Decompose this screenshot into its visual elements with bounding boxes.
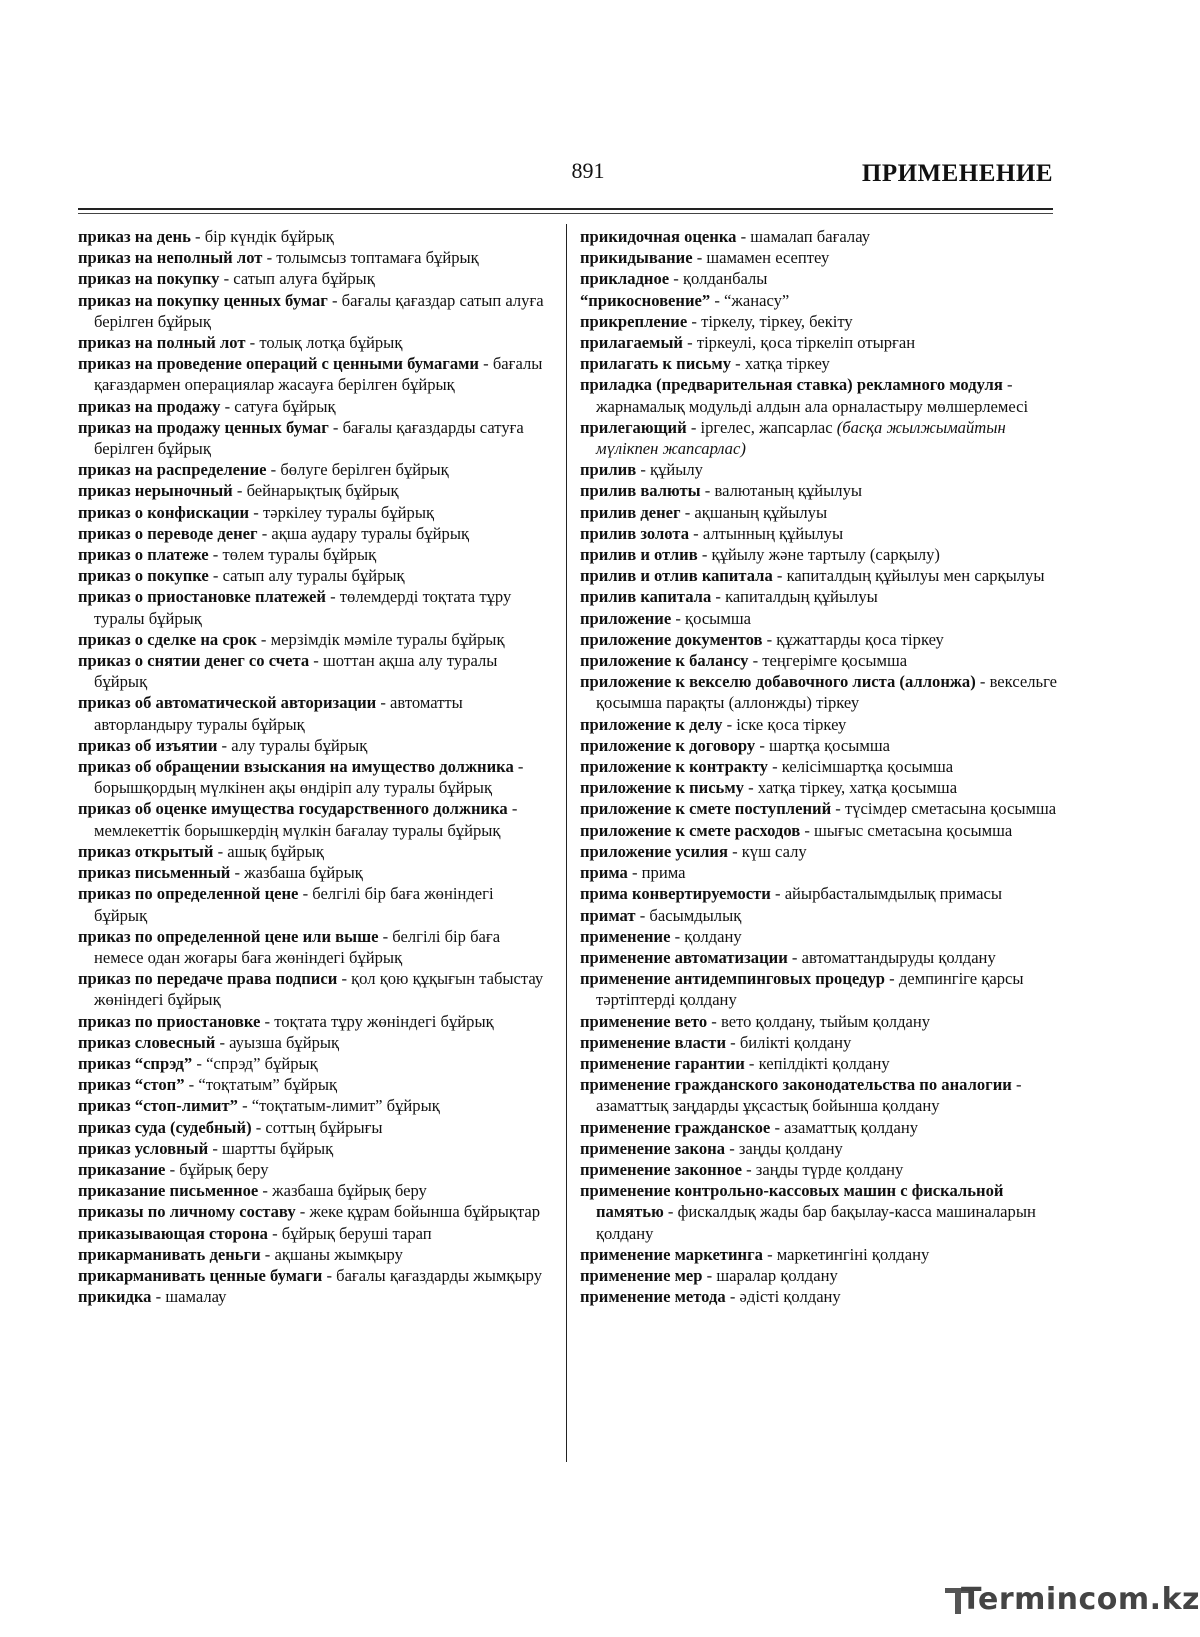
entry-translation: жазбаша бұйрық беру	[272, 1181, 427, 1201]
dictionary-entry: приказ о сделке на срок - мерзімдік мәміле туралы бұйрық	[78, 629, 505, 649]
entry-translation: шамалау	[165, 1287, 227, 1307]
entry-translation: қол қою құқығын табыстау жөніндегі бұйрық	[94, 969, 544, 1010]
dictionary-entry: приказ по определенной цене или выше - белгілі бір баға немесе одан жоғары баға жөніндегі бұйрық	[78, 926, 501, 967]
page-heading: ПРИМЕНЕНИЕ	[861, 160, 1053, 187]
entry-translation: тәркілеу туралы бұйрық	[262, 502, 435, 522]
dictionary-entry: приказ о конфискации - тәркілеу туралы бұйрық	[78, 502, 435, 522]
dictionary-entry: применение маркетинга - маркетингіні қолдану	[580, 1244, 930, 1264]
dictionary-entry: приказ на покупку ценных бумаг - бағалы қағаздар сатып алуға берілген бұйрық	[78, 290, 544, 331]
entry-term: приказ суда (судебный)	[78, 1117, 252, 1137]
watermark	[945, 1580, 1200, 1620]
dictionary-entry: приладка (предварительная ставка) рекламного модуля - жарнамалық модульді алдын ала орналастыру мөлшерлемесі	[580, 375, 1029, 416]
dictionary-entry: приказы по личному составу - жеке құрам бойынша бұйрықтар	[78, 1202, 541, 1222]
entry-translation: айырбасталымдылық примасы	[784, 884, 1003, 904]
entry-translation: фискалдық жады бар бақылау-касса машиналарын қолдану	[596, 1202, 1036, 1243]
entry-term: прикидочная оценка	[580, 227, 737, 246]
entry-term: приказ на день	[78, 227, 191, 246]
entry-translation: алу туралы бұйрық	[231, 735, 368, 755]
entry-term: приказ на продажу	[78, 396, 221, 416]
dictionary-entry: приказ о покупке - сатып алу туралы бұйрық	[78, 566, 405, 586]
entry-term: применение контрольно-кассовых машин с фискальной памятью	[580, 1181, 1004, 1222]
entry-translation: төлемдерді тоқтата тұру туралы бұйрық	[94, 587, 512, 628]
entry-translation: прима	[641, 863, 686, 883]
entry-translation: бейнарықтық бұйрық	[246, 481, 399, 501]
page-number: 891	[571, 158, 605, 183]
dictionary-entry: приказ о снятии денег со счета - шоттан ақша алу туралы бұйрық	[78, 651, 498, 692]
entry-term: приказ об автоматической авторизации	[78, 693, 377, 713]
entry-term: приказ письменный	[78, 863, 231, 883]
entry-term: применение вето	[580, 1011, 708, 1031]
dictionary-entry: применение мер - шаралар қолдану	[580, 1265, 838, 1285]
entry-term: приложение	[580, 608, 672, 628]
dictionary-entry: приказ по приостановке - тоқтата тұру жөніндегі бұйрық	[78, 1011, 494, 1031]
dictionary-entry: применение антидемпинговых процедур - демпингіге қарсы тәртіптерді қолдану	[580, 969, 1024, 1010]
dictionary-entry: приказ на неполный лот - толымсыз топтамаға бұйрық	[78, 248, 479, 268]
entry-term: приложение к векселю добавочного листа (аллонжа)	[580, 672, 976, 692]
dictionary-entry: применение законное - заңды түрде қолдану	[580, 1159, 904, 1179]
entry-translation: билікті қолдану	[739, 1032, 852, 1052]
entry-term: приказ на продажу ценных бумаг	[78, 417, 329, 437]
entry-translation: сатуға бұйрық	[234, 396, 336, 416]
dictionary-entry: приложение к смете поступлений - түсімдер сметасына қосымша	[580, 799, 1057, 819]
dictionary-entry: приказ об изъятии - алу туралы бұйрық	[78, 735, 368, 755]
entry-term: приказание письменное	[78, 1181, 259, 1201]
entry-translation: ауызша бұйрық	[229, 1032, 340, 1052]
entry-translation: вексельге қосымша парақты (аллонжды) тіркеу	[596, 672, 1058, 713]
entry-term: приказ о покупке	[78, 566, 209, 586]
entry-term: приказ об обращении взыскания на имущество должника	[78, 757, 514, 777]
entry-translation: шоттан ақша алу туралы бұйрық	[94, 651, 498, 692]
dictionary-entry: прилив и отлив капитала - капиталдың құйылуы мен сарқылуы	[580, 566, 1045, 586]
entry-translation: азаматтық қолдану	[784, 1117, 919, 1137]
entry-translation: азаматтық заңдарды ұқсастық бойынша қолдану	[596, 1096, 940, 1116]
entry-translation: бұйрық беруші тарап	[281, 1223, 432, 1243]
dictionary-entry: применение автоматизации - автоматтандыруды қолдану	[580, 947, 996, 967]
entry-term: прилив валюты	[580, 481, 701, 501]
dictionary-entry: применение - қолдану	[580, 926, 742, 946]
dictionary-entry: прилив - құйылу	[580, 460, 703, 480]
dictionary-entry: приказ о платеже - төлем туралы бұйрық	[78, 545, 377, 565]
dictionary-entry: прикарманивать ценные бумаги - бағалы қағаздарды жымқыру	[78, 1265, 543, 1285]
entry-translation: шартқа қосымша	[769, 735, 891, 755]
entry-term: приложение усилия	[580, 841, 728, 861]
entry-term: приказ об оценке имущества государственного должника	[78, 799, 508, 819]
dictionary-entry: прилив золота - алтынның құйылуы	[580, 523, 844, 543]
dictionary-entry: приказ “стоп-лимит” - “тоқтатым-лимит” бұйрық	[78, 1096, 440, 1116]
dictionary-entry: примат - басымдылық	[580, 905, 742, 925]
dictionary-entry: применение гражданское - азаматтық қолдану	[580, 1117, 919, 1137]
entry-translation: бағалы қағаздармен операциялар жасауға берілген бұйрық	[94, 354, 543, 395]
dictionary-entry: приказ на распределение - бөлуге берілген бұйрық	[78, 460, 449, 480]
entry-term: прима	[580, 863, 628, 883]
entry-term: прикарманивать ценные бумаги	[78, 1265, 323, 1285]
entry-translation: белгілі бір баға жөніндегі бұйрық	[94, 884, 494, 925]
entry-translation: сатып алуға бұйрық	[233, 269, 375, 289]
dictionary-entry: прилагать к письму - хатқа тіркеу	[580, 354, 830, 374]
entry-translation: заңды қолдану	[738, 1138, 843, 1158]
dictionary-entry: приложение к векселю добавочного листа (аллонжа) - вексельге қосымша парақты (аллонжды) тіркеу	[580, 672, 1058, 713]
entry-translation: құжаттарды қоса тіркеу	[776, 629, 944, 649]
entry-term: приказ “спрэд”	[78, 1053, 193, 1073]
dictionary-entry: приказ об оценке имущества государственного должника - мемлекеттік борышкердің мүлкін бағалау туралы бұйрық	[78, 799, 518, 840]
entry-translation: ашық бұйрық	[227, 841, 324, 861]
entry-term: приложение к письму	[580, 778, 744, 798]
dictionary-entry: приказ нерыночный - бейнарықтық бұйрық	[78, 481, 399, 501]
entry-term: приказ “стоп”	[78, 1075, 185, 1095]
dictionary-entry: приказ о приостановке платежей - төлемдерді тоқтата тұру туралы бұйрық	[78, 587, 512, 628]
entry-term: прилив денег	[580, 502, 681, 522]
entry-term: приказ о конфискации	[78, 502, 250, 522]
dictionary-entry: приложение усилия - күш салу	[580, 841, 807, 861]
entry-term: прилегающий	[580, 417, 687, 437]
entry-translation: жеке құрам бойынша бұйрықтар	[309, 1202, 541, 1222]
entry-translation: валютаның құйылуы	[714, 481, 863, 501]
dictionary-entry: приложение документов - құжаттарды қоса тіркеу	[580, 629, 944, 649]
entry-translation: қолдану	[684, 926, 742, 946]
entry-term: применение законное	[580, 1159, 742, 1179]
entry-translation: бұйрық беру	[179, 1159, 269, 1179]
entry-term: приложение к контракту	[580, 757, 768, 777]
dictionary-entry: приказ условный - шартты бұйрық	[78, 1138, 334, 1158]
left-column	[78, 226, 548, 1307]
entry-translation: келісімшартқа қосымша	[781, 757, 954, 777]
entry-translation: соттың бұйрығы	[265, 1117, 383, 1137]
entry-translation: бағалы қағаздар сатып алуға берілген бұйрық	[94, 290, 544, 331]
entry-translation: “тоқтатым-лимит” бұйрық	[251, 1096, 440, 1116]
entry-term: приказ условный	[78, 1138, 209, 1158]
dictionary-entry: приказ “спрэд” - “спрэд” бұйрық	[78, 1053, 318, 1073]
entry-term: приказ о снятии денег со счета	[78, 651, 310, 671]
entry-term: приказ о приостановке платежей	[78, 587, 326, 607]
dictionary-entry: приказ открытый - ашық бұйрық	[78, 841, 324, 861]
dictionary-entry: применение гражданского законодательства по аналогии - азаматтық заңдарды ұқсастық бойынша қолдану	[580, 1075, 1022, 1116]
dictionary-entry: приказание письменное - жазбаша бұйрық беру	[78, 1181, 427, 1201]
entry-term: прилив и отлив	[580, 545, 698, 565]
entry-translation: шығыс сметасына қосымша	[814, 820, 1013, 840]
entry-term: приказ по определенной цене или выше	[78, 926, 379, 946]
entry-term: применение мер	[580, 1265, 703, 1285]
entry-translation: қолданбалы	[682, 269, 768, 289]
entry-translation: түсімдер сметасына қосымша	[844, 799, 1057, 819]
dictionary-entry: прима конвертируемости - айырбасталымдылық примасы	[580, 884, 1003, 904]
entry-term: прикарманивать деньги	[78, 1244, 261, 1264]
entry-term: применение закона	[580, 1138, 726, 1158]
entry-translation: жарнамалық модульді алдын ала орналастыру мөлшерлемесі	[596, 396, 1029, 416]
entry-translation: басымдылық	[649, 905, 742, 925]
dictionary-entry: приказ “стоп” - “тоқтатым” бұйрық	[78, 1075, 338, 1095]
dictionary-entry: прикладное - қолданбалы	[580, 269, 768, 289]
dictionary-entry: приказ об обращении взыскания на имущество должника - борышқордың мүлкінен ақы өндіріп алу туралы бұйрық	[78, 757, 524, 798]
entry-translation: автоматтандыруды қолдану	[801, 947, 996, 967]
entry-term: “прикосновение”	[580, 290, 711, 310]
entry-term: приложение к договору	[580, 735, 756, 755]
entry-translation: іргелес, жапсарлас	[700, 417, 833, 437]
dictionary-entry: приложение к договору - шартқа қосымша	[580, 735, 891, 755]
entry-translation: вето қолдану, тыйым қолдану	[720, 1011, 931, 1031]
entry-term: прикидка	[78, 1287, 152, 1307]
entry-translation: мерзімдік мәміле туралы бұйрық	[270, 629, 505, 649]
dictionary-entry: приказ по определенной цене - белгілі бір баға жөніндегі бұйрық	[78, 884, 494, 925]
entry-term: прикладное	[580, 269, 670, 289]
entry-translation: капиталдың құйылуы мен сарқылуы	[786, 566, 1045, 586]
dictionary-entry: прикидывание - шамамен есептеу	[580, 248, 830, 268]
entry-term: приложение к балансу	[580, 651, 749, 671]
dictionary-entry: приложение к письму - хатқа тіркеу, хатқа қосымша	[580, 778, 958, 798]
entry-term: применение гражданское	[580, 1117, 771, 1137]
entry-translation: толық лотқа бұйрық	[259, 333, 403, 353]
entry-translation: ақша аудару туралы бұйрық	[271, 523, 470, 543]
dictionary-entry: приложение к делу - іске қоса тіркеу	[580, 714, 847, 734]
page-header	[78, 154, 1053, 194]
entry-translation: “тоқтатым” бұйрық	[198, 1075, 338, 1095]
dictionary-entry: приказ суда (судебный) - соттың бұйрығы	[78, 1117, 383, 1137]
dictionary-entry: приказ на продажу ценных бумаг - бағалы қағаздарды сатуға берілген бұйрық	[78, 417, 524, 459]
entry-translation: шартты бұйрық	[222, 1138, 334, 1158]
entry-term: приказ на полный лот	[78, 333, 246, 353]
entry-term: прикидывание	[580, 248, 693, 268]
dictionary-entry: прилив и отлив - құйылу және тартылу (сарқылу)	[580, 545, 940, 565]
entry-term: приложение документов	[580, 629, 763, 649]
dictionary-entry: приказ об автоматической авторизации - автоматты авторландыру туралы бұйрық	[78, 693, 463, 734]
dictionary-entry: приказ на день - бір күндік бұйрық	[78, 227, 334, 246]
dictionary-entry: приложение к балансу - теңгерімге қосымша	[580, 651, 908, 671]
entry-translation: маркетингіні қолдану	[776, 1244, 930, 1264]
entry-term: применение гражданского законодательства по аналогии	[580, 1075, 1012, 1095]
entry-term: прикрепление	[580, 311, 688, 331]
entry-translation: іске қоса тіркеу	[736, 714, 847, 734]
entry-translation: тіркелу, тіркеу, бекіту	[701, 311, 853, 331]
entry-term: приказ по передаче права подписи	[78, 969, 338, 989]
entry-term: применение власти	[580, 1032, 727, 1052]
dictionary-entry: приказ на проведение операций с ценными бумагами - бағалы қағаздармен операциялар жасауға берілген бұйрық	[78, 354, 543, 395]
entry-term: приказ на покупку ценных бумаг	[78, 290, 328, 310]
dictionary-entry: прилагаемый - тіркеулі, қоса тіркеліп отырған	[580, 333, 916, 353]
entry-term: приладка (предварительная ставка) рекламного модуля	[580, 375, 1003, 395]
entry-term: применение гарантии	[580, 1053, 745, 1073]
dictionary-entry: приказ на продажу - сатуға бұйрық	[78, 396, 336, 416]
entry-translation: бөлуге берілген бұйрық	[280, 460, 449, 480]
entry-translation: ақшаны жымқыру	[274, 1244, 403, 1264]
column-divider	[566, 224, 567, 1462]
dictionary-entry: приложение к контракту - келісімшартқа қосымша	[580, 757, 954, 777]
entry-translation: төлем туралы бұйрық	[222, 545, 377, 565]
entry-term: прилив золота	[580, 523, 690, 543]
entry-translation: хатқа тіркеу	[744, 354, 830, 374]
entry-term: приказ нерыночный	[78, 481, 233, 501]
entry-translation: әдісті қолдану	[739, 1287, 841, 1307]
dictionary-entry: “прикосновение” - “жанасу”	[580, 290, 790, 310]
entry-term: приказ о платеже	[78, 545, 209, 565]
entry-translation: ақшаның құйылуы	[694, 502, 828, 522]
entry-translation: автоматты авторландыру туралы бұйрық	[94, 693, 463, 734]
dictionary-entry: прикидочная оценка - шамалап бағалау	[580, 227, 871, 246]
dictionary-entry: приказ о переводе денег - ақша аудару туралы бұйрық	[78, 523, 470, 543]
entry-term: приказ о переводе денег	[78, 523, 258, 543]
entry-term: приказ на проведение операций с ценными бумагами	[78, 354, 479, 374]
entry-term: приказ “стоп-лимит”	[78, 1096, 238, 1116]
entry-term: приказ на покупку	[78, 269, 220, 289]
entry-translation: толымсыз топтамаға бұйрық	[276, 248, 479, 268]
dictionary-entry: прикидка - шамалау	[78, 1287, 227, 1307]
entry-term: приказ по определенной цене	[78, 884, 299, 904]
entry-translation: құйылу	[650, 460, 703, 480]
dictionary-entry: приложение к смете расходов - шығыс сметасына қосымша	[580, 820, 1013, 840]
entry-term: приказ на распределение	[78, 460, 267, 480]
dictionary-entry: прилив валюты - валютаның құйылуы	[580, 481, 863, 501]
dictionary-entry: приложение - қосымша	[580, 608, 751, 628]
dictionary-entry: приказание - бұйрық беру	[78, 1159, 269, 1179]
header-rule-thick	[78, 208, 1053, 210]
entry-translation: бір күндік бұйрық	[204, 227, 334, 246]
dictionary-entry: применение закона - заңды қолдану	[580, 1138, 843, 1158]
dictionary-entry: применение контрольно-кассовых машин с фискальной памятью - фискалдық жады бар бақылау-касса машиналарын қолдану	[580, 1181, 1036, 1243]
dictionary-entry: приказ словесный - ауызша бұйрық	[78, 1032, 340, 1052]
dictionary-entry: применение гарантии - кепілдікті қолдану	[580, 1053, 890, 1073]
entry-translation: демпингіге қарсы тәртіптерді қолдану	[596, 969, 1024, 1010]
entry-term: прима конвертируемости	[580, 884, 771, 904]
dictionary-entry: приказ по передаче права подписи - қол қою құқығын табыстау жөніндегі бұйрық	[78, 969, 544, 1010]
entry-translation: шаралар қолдану	[716, 1265, 838, 1285]
dictionary-entry: приказ на покупку - сатып алуға бұйрық	[78, 269, 375, 289]
entry-term: приказ об изъятии	[78, 735, 218, 755]
entry-translation: кепілдікті қолдану	[758, 1053, 890, 1073]
entry-term: прилагаемый	[580, 333, 683, 353]
entry-term: приказы по личному составу	[78, 1202, 296, 1222]
dictionary-entry: применение вето - вето қолдану, тыйым қолдану	[580, 1011, 931, 1031]
dictionary-entry: применение власти - билікті қолдану	[580, 1032, 852, 1052]
entry-translation: “спрэд” бұйрық	[206, 1053, 318, 1073]
entry-term: прилив и отлив капитала	[580, 566, 773, 586]
entry-term: приказ словесный	[78, 1032, 216, 1052]
dictionary-entry: приказывающая сторона - бұйрық беруші тарап	[78, 1223, 432, 1243]
dictionary-entry: прилив капитала - капиталдың құйылуы	[580, 587, 878, 607]
entry-term: приказ на неполный лот	[78, 248, 263, 268]
dictionary-entry: приказ письменный - жазбаша бұйрық	[78, 863, 363, 883]
entry-term: приложение к смете расходов	[580, 820, 801, 840]
entry-translation: теңгерімге қосымша	[762, 651, 908, 671]
entry-translation: күш салу	[741, 841, 807, 861]
entry-translation: бағалы қағаздарды жымқыру	[336, 1265, 543, 1285]
dictionary-entry: прима - прима	[580, 863, 686, 883]
entry-translation: шамалап бағалау	[750, 227, 871, 246]
watermark-text: Termincom.kz	[961, 1582, 1200, 1617]
entry-term: применение метода	[580, 1287, 726, 1307]
entry-translation: борышқордың мүлкінен ақы өндіріп алу туралы бұйрық	[94, 778, 493, 798]
entry-term: прилив капитала	[580, 587, 712, 607]
entry-term: приказ открытый	[78, 841, 214, 861]
entry-term: приказ о сделке на срок	[78, 629, 257, 649]
dictionary-entry: применение метода - әдісті қолдану	[580, 1287, 841, 1307]
dictionary-entry: прикрепление - тіркелу, тіркеу, бекіту	[580, 311, 853, 331]
entry-translation: капиталдың құйылуы	[725, 587, 878, 607]
entry-translation: шамамен есептеу	[706, 248, 830, 268]
entry-term: примат	[580, 905, 636, 925]
entry-translation: хатқа тіркеу, хатқа қосымша	[757, 778, 958, 798]
entry-translation: тоқтата тұру жөніндегі бұйрық	[274, 1011, 494, 1031]
entry-translation: алтынның құйылуы	[702, 523, 844, 543]
entry-translation: “жанасу”	[724, 290, 790, 310]
entry-term: применение антидемпинговых процедур	[580, 969, 885, 989]
header-rule-thin	[78, 213, 1053, 214]
entry-term: применение маркетинга	[580, 1244, 763, 1264]
entry-term: приказ по приостановке	[78, 1011, 261, 1031]
entry-term: приказывающая сторона	[78, 1223, 268, 1243]
entry-translation: тіркеулі, қоса тіркеліп отырған	[696, 333, 916, 353]
entry-term: приложение к смете поступлений	[580, 799, 832, 819]
entry-term: применение	[580, 926, 671, 946]
entry-term: прилагать к письму	[580, 354, 732, 374]
dictionary-entry: приказ на полный лот - толық лотқа бұйрық	[78, 333, 403, 353]
entry-translation: жазбаша бұйрық	[244, 863, 363, 883]
entry-translation: қосымша	[685, 608, 751, 628]
dictionary-entry: прикарманивать деньги - ақшаны жымқыру	[78, 1244, 403, 1264]
entry-translation: мемлекеттік борышкердің мүлкін бағалау туралы бұйрық	[94, 820, 501, 840]
entry-translation: заңды түрде қолдану	[755, 1159, 904, 1179]
entry-translation: белгілі бір баға немесе одан жоғары баға жөніндегі бұйрық	[94, 926, 501, 967]
entry-term: применение автоматизации	[580, 947, 788, 967]
right-column	[580, 226, 1058, 1307]
entry-term: приложение к делу	[580, 714, 723, 734]
entry-translation: құйылу және тартылу (сарқылу)	[711, 545, 940, 565]
entry-term: прилив	[580, 460, 637, 480]
entry-note: (басқа жылжымайтын мүлікпен жапсарлас)	[596, 417, 1006, 459]
entry-translation: сатып алу туралы бұйрық	[222, 566, 405, 586]
entry-translation: бағалы қағаздарды сатуға берілген бұйрық	[94, 417, 524, 459]
entry-term: приказание	[78, 1159, 166, 1179]
dictionary-entry: прилегающий - іргелес, жапсарлас (басқа жылжымайтын мүлікпен жапсарлас)	[580, 417, 1006, 459]
dictionary-entry: прилив денег - ақшаның құйылуы	[580, 502, 828, 522]
